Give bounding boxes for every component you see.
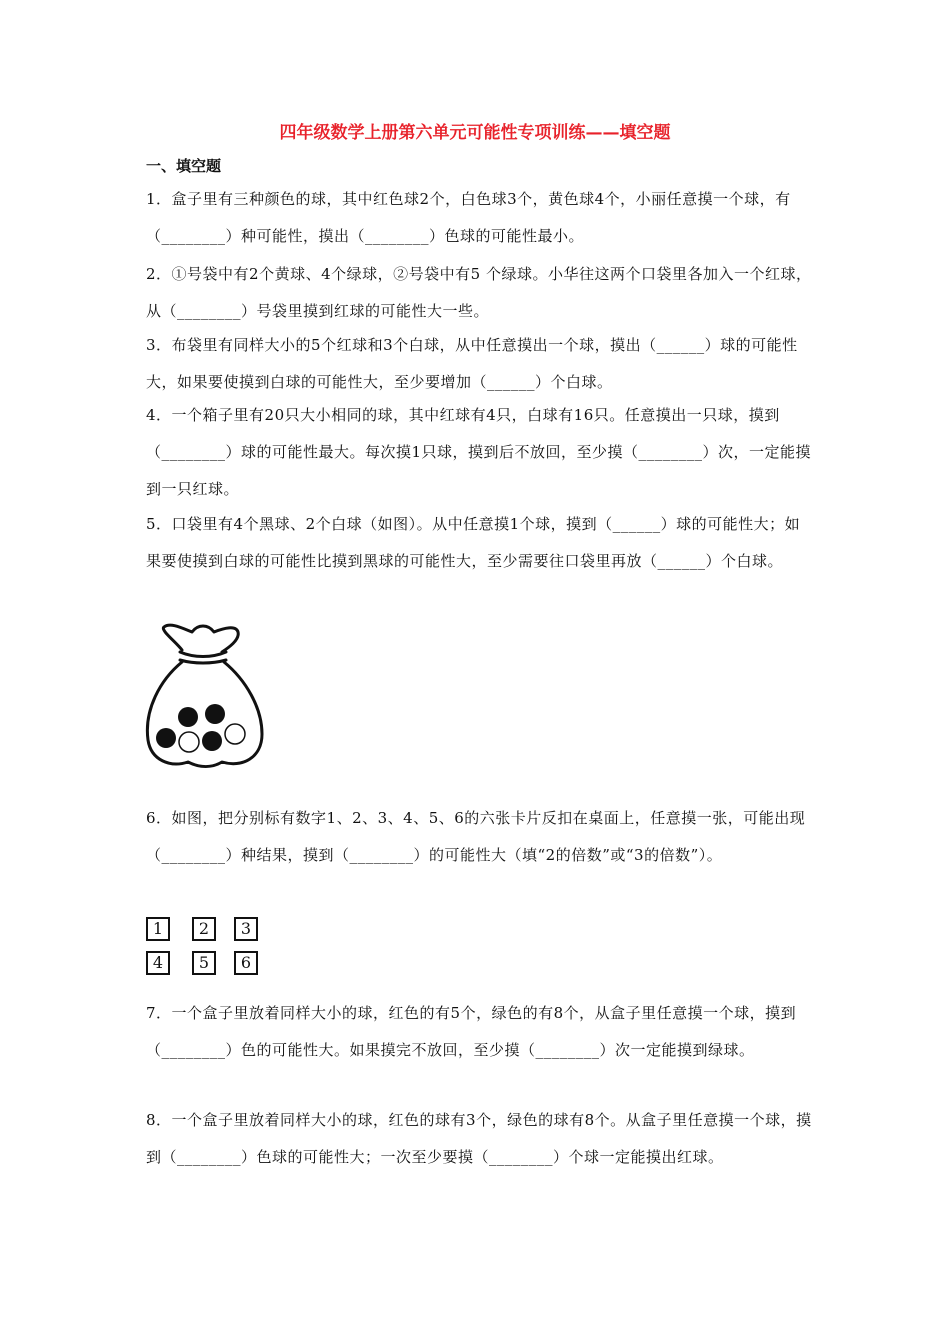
black-ball [205, 704, 225, 724]
question-6: 6．如图，把分别标有数字1、2、3、4、5、6的六张卡片反扣在桌面上，任意摸一张，可能出现（________）种结果，摸到（________）的可能性大（填“2的倍数”或“3的倍数”）。 [146, 809, 806, 864]
question-7: 7．一个盒子里放着同样大小的球，红色的有5个，绿色的有8个，从盒子里任意摸一个球，摸到（________）色的可能性大。如果摸完不放回，至少摸（________）次一定能摸到绿球。 [146, 1004, 797, 1059]
question-1: 1．盒子里有三种颜色的球，其中红色球2个，白色球3个，黄色球4个，小丽任意摸一个球，有（________）种可能性，摸出（________）色球的可能性最小。 [146, 190, 791, 245]
section-heading: 一、填空题 [146, 157, 222, 175]
question-3: 3．布袋里有同样大小的5个红球和3个白球，从中任意摸出一个球，摸出（______）球的可能性大，如果要使摸到白球的可能性大，至少要增加（______）个白球。 [146, 336, 798, 391]
number-card: 4 [146, 951, 170, 975]
bag-body [147, 662, 262, 767]
number-card: 6 [234, 951, 258, 975]
bag-tie [180, 652, 226, 657]
bag-tie-lower [180, 660, 226, 663]
white-ball [179, 732, 199, 752]
page-title: 四年级数学上册第六单元可能性专项训练——填空题 [279, 123, 671, 143]
ball-bag-figure [142, 622, 267, 774]
question-5: 5．口袋里有4个黑球、2个白球（如图）。从中任意摸1个球，摸到（______）球的可能性大；如果要使摸到白球的可能性比摸到黑球的可能性大，至少需要往口袋里再放（______）个白球。 [146, 515, 801, 570]
bag-top [163, 625, 238, 652]
white-ball [225, 724, 245, 744]
balls [156, 704, 245, 752]
black-ball [156, 728, 176, 748]
black-ball [178, 707, 198, 727]
question-2: 2．①号袋中有2个黄球、4个绿球，②号袋中有5 个绿球。小华往这两个口袋里各加入一个红球，从（________）号袋里摸到红球的可能性大一些。 [146, 265, 812, 320]
number-card: 1 [146, 917, 170, 941]
number-card: 5 [192, 951, 216, 975]
question-8: 8．一个盒子里放着同样大小的球，红色的球有3个，绿色的球有8个。从盒子里任意摸一个球，摸到（________）色球的可能性大；一次至少要摸（________）个球一定能摸出红球。 [146, 1111, 812, 1166]
question-4: 4．一个箱子里有20只大小相同的球，其中红球有4只，白球有16只。任意摸出一只球，摸到（________）球的可能性最大。每次摸1只球，摸到后不放回，至少摸（________）次，一定能摸到一只红球。 [146, 406, 812, 498]
number-card: 3 [234, 917, 258, 941]
black-ball [202, 731, 222, 751]
number-card: 2 [192, 917, 216, 941]
